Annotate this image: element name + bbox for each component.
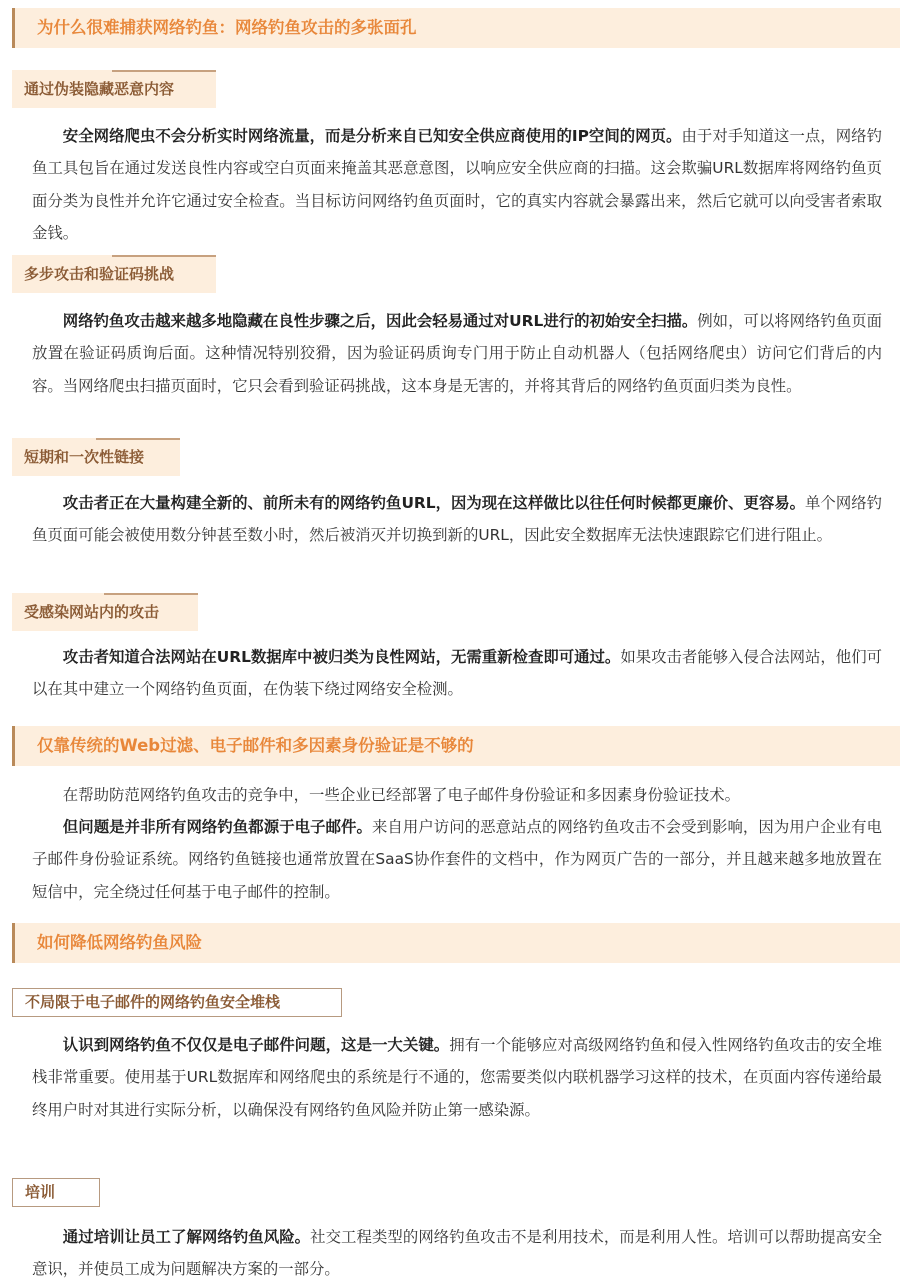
paragraph-bold-lead: 但问题是并非所有网络钓鱼都源于电子邮件。 (62, 818, 372, 836)
paragraph-body: 单个网络钓鱼页面可能会被使用数分钟甚至数小时，然后被消灭并切换到新的URL，因此安全数据库无法快速跟踪它们进行阻止。 (32, 494, 882, 545)
section-heading-reduce-risk: 如何降低网络钓鱼风险 (12, 923, 900, 963)
paragraph-bold-lead: 攻击者知道合法网站在URL数据库中被归类为良性网站，无需重新检查即可通过。 (62, 648, 621, 666)
paragraph-body: 拥有一个能够应对高级网络钓鱼和侵入性网络钓鱼攻击的安全堆栈非常重要。使用基于URL数据库和网络爬虫的系统是行不通的，您需要类似内联机器学习这样的技术，在页面内容传递给最终用户时对其进行实际分析，以确保没有网络钓鱼风险并防止第一感染源。 (32, 1036, 882, 1119)
paragraph-bold-lead: 攻击者正在大量构建全新的、前所未有的网络钓鱼URL，因为现在这样做比以往任何时候都更廉价、更容易。 (62, 494, 806, 512)
section-heading-not-enough: 仅靠传统的Web过滤、电子邮件和多因素身份验证是不够的 (12, 726, 900, 766)
section-heading-why-hard: 为什么很难捕获网络钓鱼：网络钓鱼攻击的多张面孔 (12, 8, 900, 48)
paragraph-bold-lead: 认识到网络钓鱼不仅仅是电子邮件问题，这是一大关键。 (62, 1036, 450, 1054)
paragraph-body: 社交工程类型的网络钓鱼攻击不是利用技术，而是利用人性。培训可以帮助提高安全意识，并使员工成为问题解决方案的一部分。 (32, 1228, 882, 1279)
subheading-training: 培训 (12, 1178, 100, 1207)
paragraph-body: 来自用户访问的恶意站点的网络钓鱼攻击不会受到影响，因为用户企业有电子邮件身份验证系统。网络钓鱼链接也通常放置在SaaS协作套件的文档中，作为网页广告的一部分，并且越来越多地放置在短信中，完全绕过任何基于电子邮件的控制。 (32, 818, 882, 901)
paragraph-bold-lead: 安全网络爬虫不会分析实时网络流量，而是分析来自已知安全供应商使用的IP空间的网页。 (62, 127, 682, 145)
paragraph-training (32, 1221, 882, 1282)
subheading-label: 受感染网站内的攻击 (24, 603, 160, 621)
subheading-label: 多步攻击和验证码挑战 (24, 265, 175, 283)
paragraph-disguise (32, 120, 882, 250)
subheading-compromised-sites (12, 593, 198, 631)
paragraph-short-lived (32, 487, 882, 552)
paragraph-body: 在帮助防范网络钓鱼攻击的竞争中，一些企业已经部署了电子邮件身份验证和多因素身份验证技术。 (62, 786, 740, 804)
subheading-accent-line (96, 438, 180, 440)
subheading-multistep (12, 255, 216, 293)
subheading-disguise (12, 70, 216, 108)
paragraph-body: 如果攻击者能够入侵合法网站，他们可以在其中建立一个网络钓鱼页面，在伪装下绕过网络安全检测。 (32, 648, 882, 699)
paragraph-body: 例如，可以将网络钓鱼页面放置在验证码质询后面。这种情况特别狡猾，因为验证码质询专门用于防止自动机器人（包括网络爬虫）访问它们背后的内容。当网络爬虫扫描页面时，它只会看到验证码挑战，这本身是无害的，并将其背后的网络钓鱼页面归类为良性。 (32, 312, 882, 395)
paragraph-compromised-sites (32, 641, 882, 706)
paragraph-bold-lead: 通过培训让员工了解网络钓鱼风险。 (62, 1228, 311, 1246)
subheading-short-lived (12, 438, 180, 476)
paragraph-multistep (32, 305, 882, 402)
paragraph-intro (32, 779, 882, 811)
subheading-accent-line (112, 70, 216, 72)
subheading-security-stack: 不局限于电子邮件的网络钓鱼安全堆栈 (12, 988, 342, 1017)
subheading-accent-line (104, 593, 198, 595)
subheading-label: 短期和一次性链接 (24, 448, 145, 466)
paragraph-not-all-email (32, 811, 882, 908)
subheading-accent-line (112, 255, 216, 257)
paragraph-security-stack (32, 1029, 882, 1126)
paragraph-body: 由于对手知道这一点，网络钓鱼工具包旨在通过发送良性内容或空白页面来掩盖其恶意意图，以响应安全供应商的扫描。这会欺骗URL数据库将网络钓鱼页面分类为良性并允许它通过安全检查。当目标访问网络钓鱼页面时，它的真实内容就会暴露出来，然后它就可以向受害者索取金钱。 (32, 127, 882, 243)
subheading-label: 通过伪装隐藏恶意内容 (24, 80, 175, 98)
paragraph-bold-lead: 网络钓鱼攻击越来越多地隐藏在良性步骤之后，因此会轻易通过对URL进行的初始安全扫描。 (62, 312, 698, 330)
